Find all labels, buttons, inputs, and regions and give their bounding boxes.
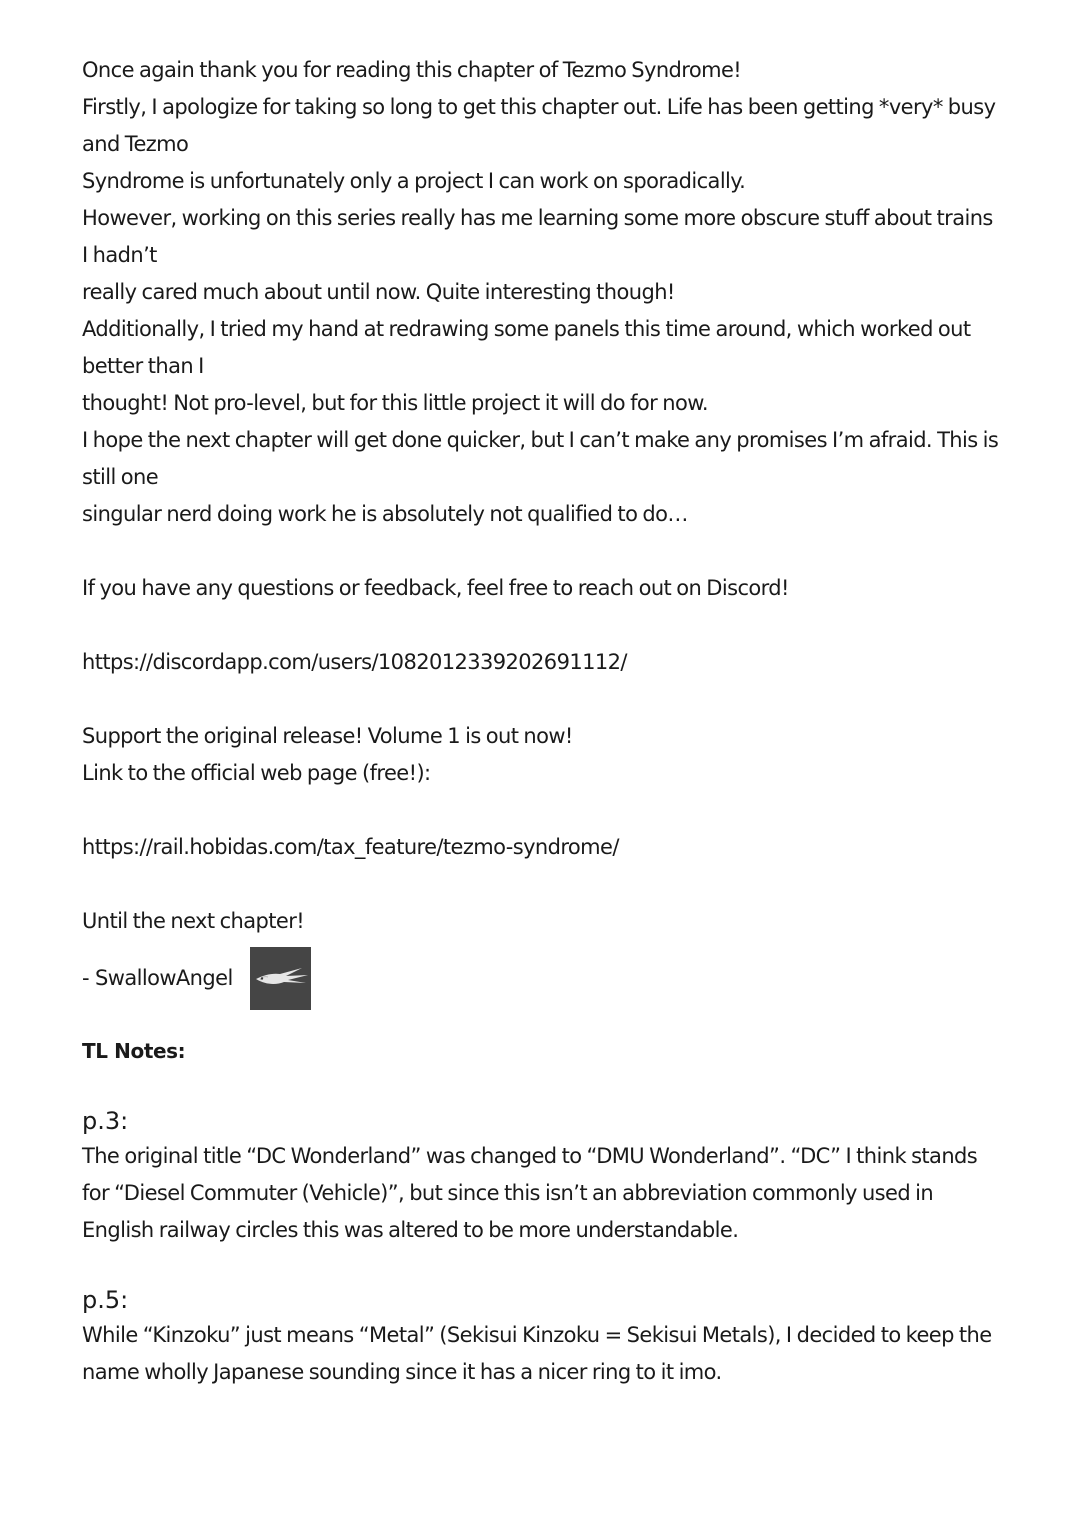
note-text [82,1138,1002,1249]
official-page-link[interactable]: https://rail.hobidas.com/tax_feature/tezmo-syndrome/ [82,835,619,859]
note-line: While “Kinzoku” just means “Metal” (Sekisui Kinzoku = Sekisui Metals), I decided to keep the name wholly [82,1323,992,1384]
intro-line: Once again thank you for reading this chapter of Tezmo Syndrome! [82,58,742,82]
document-page [82,52,1002,1391]
intro-line: really cared much about until now. Quite interesting though! [82,280,675,304]
support-line: Support the original release! Volume 1 is out now! [82,724,573,748]
note-line: Japanese sounding since it has a nicer ring to it imo. [213,1360,722,1384]
signature: - SwallowAngel [82,965,233,990]
intro-line: Firstly, I apologize for taking so long to get this chapter out. Life has been getting *very* busy and Tezmo [82,95,996,156]
note-line: altered to be more understandable. [388,1218,739,1242]
intro-line: I hope the next chapter will get done quicker, but I can’t make any promises I’m afraid. This is still one [82,428,999,489]
support-paragraph [82,718,1002,792]
intro-line: Syndrome is unfortunately only a project I can work on sporadically. [82,169,746,193]
intro-line: However, working on this series really has me learning some more obscure stuff about trains I hadn’t [82,206,993,267]
spacer [82,792,1002,829]
spacer [82,607,1002,644]
intro-paragraph [82,52,1002,533]
signature-row [82,946,1002,1010]
note-line: The original title “DC Wonderland” was changed to “DMU Wonderland”. “DC” I think stands for “Diesel [82,1144,978,1205]
support-line: Link to the official web page (free!): [82,761,431,785]
spacer [82,866,1002,903]
questions-text: If you have any questions or feedback, feel free to reach out on Discord! [82,576,789,600]
note-page-ref: p.5: [82,1286,129,1314]
note-line: Commuter (Vehicle)”, but since this isn’t an abbreviation commonly used in English railway circles this was [82,1181,934,1242]
intro-line: thought! Not pro-level, but for this little project it will do for now. [82,391,708,415]
swallow-bird-icon [250,947,311,1010]
note-text [82,1317,1002,1391]
note-page-ref: p.3: [82,1107,129,1135]
tl-notes-heading: TL Notes: [82,1039,186,1063]
discord-link[interactable]: https://discordapp.com/users/1082012339202691112/ [82,650,627,674]
spacer [82,533,1002,570]
closing-text: Until the next chapter! [82,909,305,933]
spacer [82,681,1002,718]
intro-line: Additionally, I tried my hand at redrawing some panels this time around, which worked out better than I [82,317,971,378]
swallow-bird-icon-graphic [250,947,311,1010]
intro-line: singular nerd doing work he is absolutely not qualified to do… [82,502,688,526]
